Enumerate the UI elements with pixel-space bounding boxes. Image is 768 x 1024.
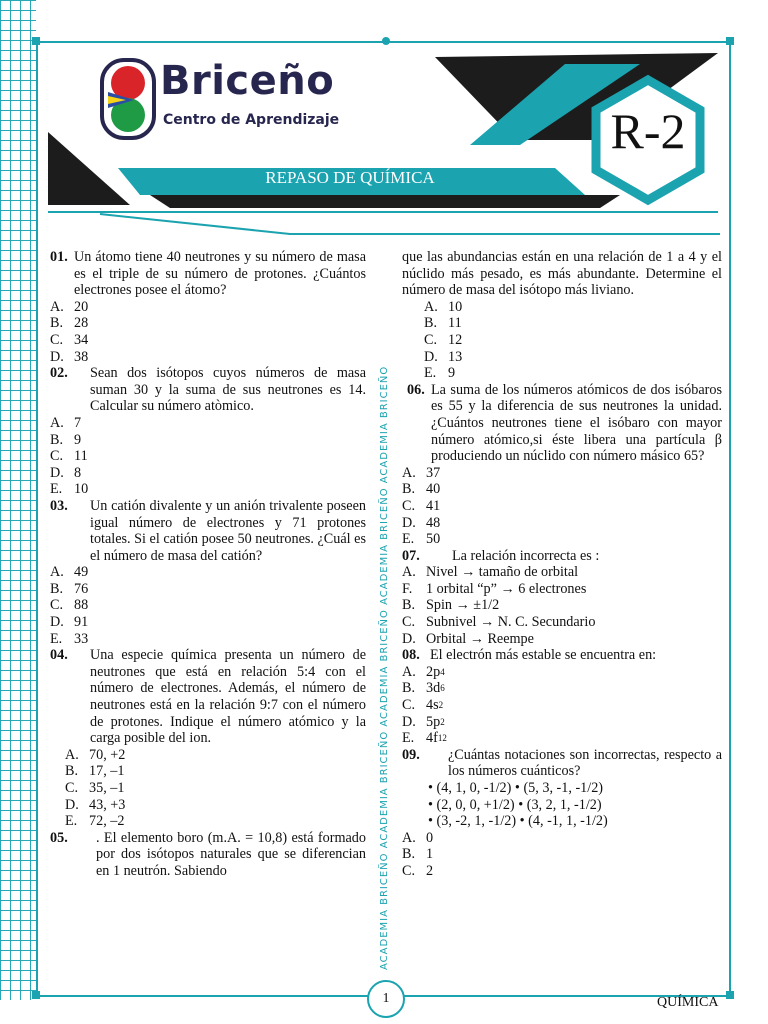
question-number: 08. — [402, 647, 420, 664]
option: F. 1 orbital “p” → 6 electrones — [402, 580, 587, 597]
option: A. 2p 4 — [402, 663, 445, 680]
question-stem: La suma de los números atómicos de dos isóbaros es 55 y la diferencia de sus neutrones la unidad. ¿Cuántos neutrones tiene el isóbaro con mayor número atómico,si éste libera una partícula β produciendo un núclido con número másico 65? — [431, 381, 722, 465]
option: B. 11 — [424, 315, 462, 332]
option: D. 48 — [402, 514, 441, 531]
corner-square-bottom-right — [726, 991, 734, 999]
left-column — [50, 249, 366, 880]
question-05 — [50, 830, 366, 880]
option: C. 35, –1 — [65, 780, 125, 796]
notation-line: • (2, 0, 0, +1/2) • (3, 2, 1, -1/2) — [428, 796, 602, 813]
option-list — [402, 299, 722, 382]
question-stem-part1: . El elemento boro (m.A. = 10,8) está formado por dos isótopos naturales que se diferencian en 1 neutrón. Sabiendo — [96, 829, 366, 879]
notation-list — [402, 780, 722, 830]
option: E. 10 — [50, 481, 89, 498]
question-02 — [50, 365, 366, 498]
question-number: 05. — [50, 829, 68, 846]
question-number: 06. — [407, 381, 425, 398]
option-list — [402, 664, 722, 747]
option-list — [402, 830, 722, 880]
vertical-watermark — [376, 250, 394, 970]
question-stem: Un átomo tiene 40 neutrones y su número de masa es el triple de su número de protones. ¿Cuántos electrones posee el átomo? — [74, 249, 366, 299]
briceno-logo-icon — [100, 58, 156, 140]
question-09 — [402, 747, 722, 880]
option: D. Orbital → Reempe — [402, 630, 534, 647]
option-list — [50, 299, 366, 365]
right-column — [402, 249, 722, 880]
question-stem: Sean dos isótopos cuyos números de masa suman 30 y la suma de sus neutrones es 14. Calcular su número atòmico. — [90, 365, 366, 415]
option: A. 37 — [402, 464, 441, 481]
option: D. 91 — [50, 614, 89, 631]
question-stem: ¿Cuántas notaciones son incorrectas, respecto a los números cuánticos? — [448, 746, 722, 780]
vertical-watermark-text: ACADEMIA BRICEÑO ACADEMIA BRICEÑO ACADEMIA BRICEÑO ACADEMIA BRICEÑO ACADEMIA BRICEÑO — [379, 365, 390, 970]
option: E. 50 — [402, 531, 441, 548]
option: A. 0 — [402, 829, 434, 846]
option-list — [50, 747, 366, 830]
option: A. 7 — [50, 414, 82, 431]
option: A. 70, +2 — [65, 746, 126, 763]
option: A. 10 — [424, 298, 463, 315]
option: A. 20 — [50, 298, 89, 315]
option-list — [50, 415, 366, 498]
question-04 — [50, 647, 366, 830]
brand-name: Briceño — [160, 58, 335, 104]
option: C. 4s 2 — [402, 697, 444, 714]
option: D. 5p 2 — [402, 713, 445, 730]
option: C. 34 — [50, 331, 89, 348]
page-number: 1 — [367, 980, 405, 1018]
question-06 — [402, 382, 722, 548]
option: C. 11 — [50, 448, 88, 465]
notation-line: • (4, 1, 0, -1/2) • (5, 3, -1, -1/2) — [428, 780, 604, 796]
question-stem: Un catión divalente y un anión trivalente poseen igual número de electrones y 71 protones totales. Si el catión posee 50 neutrones. ¿Cuál es el número de masa del catión? — [90, 497, 366, 564]
option: B. 17, –1 — [65, 763, 125, 780]
option: D. 38 — [50, 348, 89, 365]
footer-subject: QUÍMICA — [657, 995, 719, 1010]
option: E. 9 — [424, 365, 456, 382]
option: B. Spin → ±1/2 — [402, 597, 500, 614]
option: B. 40 — [402, 481, 441, 498]
option: D. 43, +3 — [65, 796, 126, 813]
question-05-continued — [402, 249, 722, 382]
question-number: 02. — [50, 365, 68, 382]
question-03 — [50, 498, 366, 647]
question-stem-part2: que las abundancias están en una relación de 1 a 4 y el núclido más pesado, es más abundante. Determine el número de masa del isótopo más liviano. — [402, 249, 722, 299]
option: E. 4f 12 — [402, 730, 447, 747]
question-stem: El electrón más estable se encuentra en: — [430, 647, 657, 664]
option: B. 1 — [402, 846, 434, 863]
question-number: 03. — [50, 497, 68, 514]
option: A. 49 — [50, 564, 89, 581]
option: D. 8 — [50, 464, 82, 481]
option: B. 3d 6 — [402, 680, 445, 697]
question-number: 01. — [50, 249, 68, 265]
option: C. 2 — [402, 862, 434, 879]
option: C. Subnivel → N. C. Secundario — [402, 614, 596, 631]
option: C. 88 — [50, 597, 89, 614]
option: E. 33 — [50, 630, 89, 647]
document-code: R-2 — [610, 103, 686, 159]
option: C. 41 — [402, 497, 441, 514]
option: B. 76 — [50, 580, 89, 597]
option: B. 28 — [50, 315, 89, 332]
notation-line: • (3, -2, 1, -1/2) • (4, -1, 1, -1/2) — [428, 813, 608, 830]
option: E. 72, –2 — [65, 813, 125, 830]
banner-title: REPASO DE QUÍMICA — [265, 168, 435, 187]
question-number: 04. — [50, 647, 68, 664]
option: C. 12 — [424, 331, 463, 348]
option-list — [402, 465, 722, 548]
question-08 — [402, 647, 722, 747]
option-list — [402, 564, 722, 647]
question-stem: Una especie química presenta un número de neutrones que está en relación 5:4 con el número de electrones. Además, el número de neutrones está en la relación 9:7 con el número de protones. Indique el número atómico y la carga posible del ion. — [90, 647, 366, 747]
brand-subtitle: Centro de Aprendizaje — [163, 112, 340, 128]
option: D. 13 — [424, 348, 463, 365]
question-number: 09. — [402, 746, 420, 763]
question-stem: La relación incorrecta es : — [452, 547, 600, 564]
corner-square-bottom-left — [32, 991, 40, 999]
question-01 — [50, 249, 366, 365]
option: B. 9 — [50, 431, 82, 448]
option: A. Nivel → tamaño de orbital — [402, 564, 579, 581]
question-07 — [402, 548, 722, 648]
question-number: 07. — [402, 547, 420, 564]
option-list — [50, 564, 366, 647]
